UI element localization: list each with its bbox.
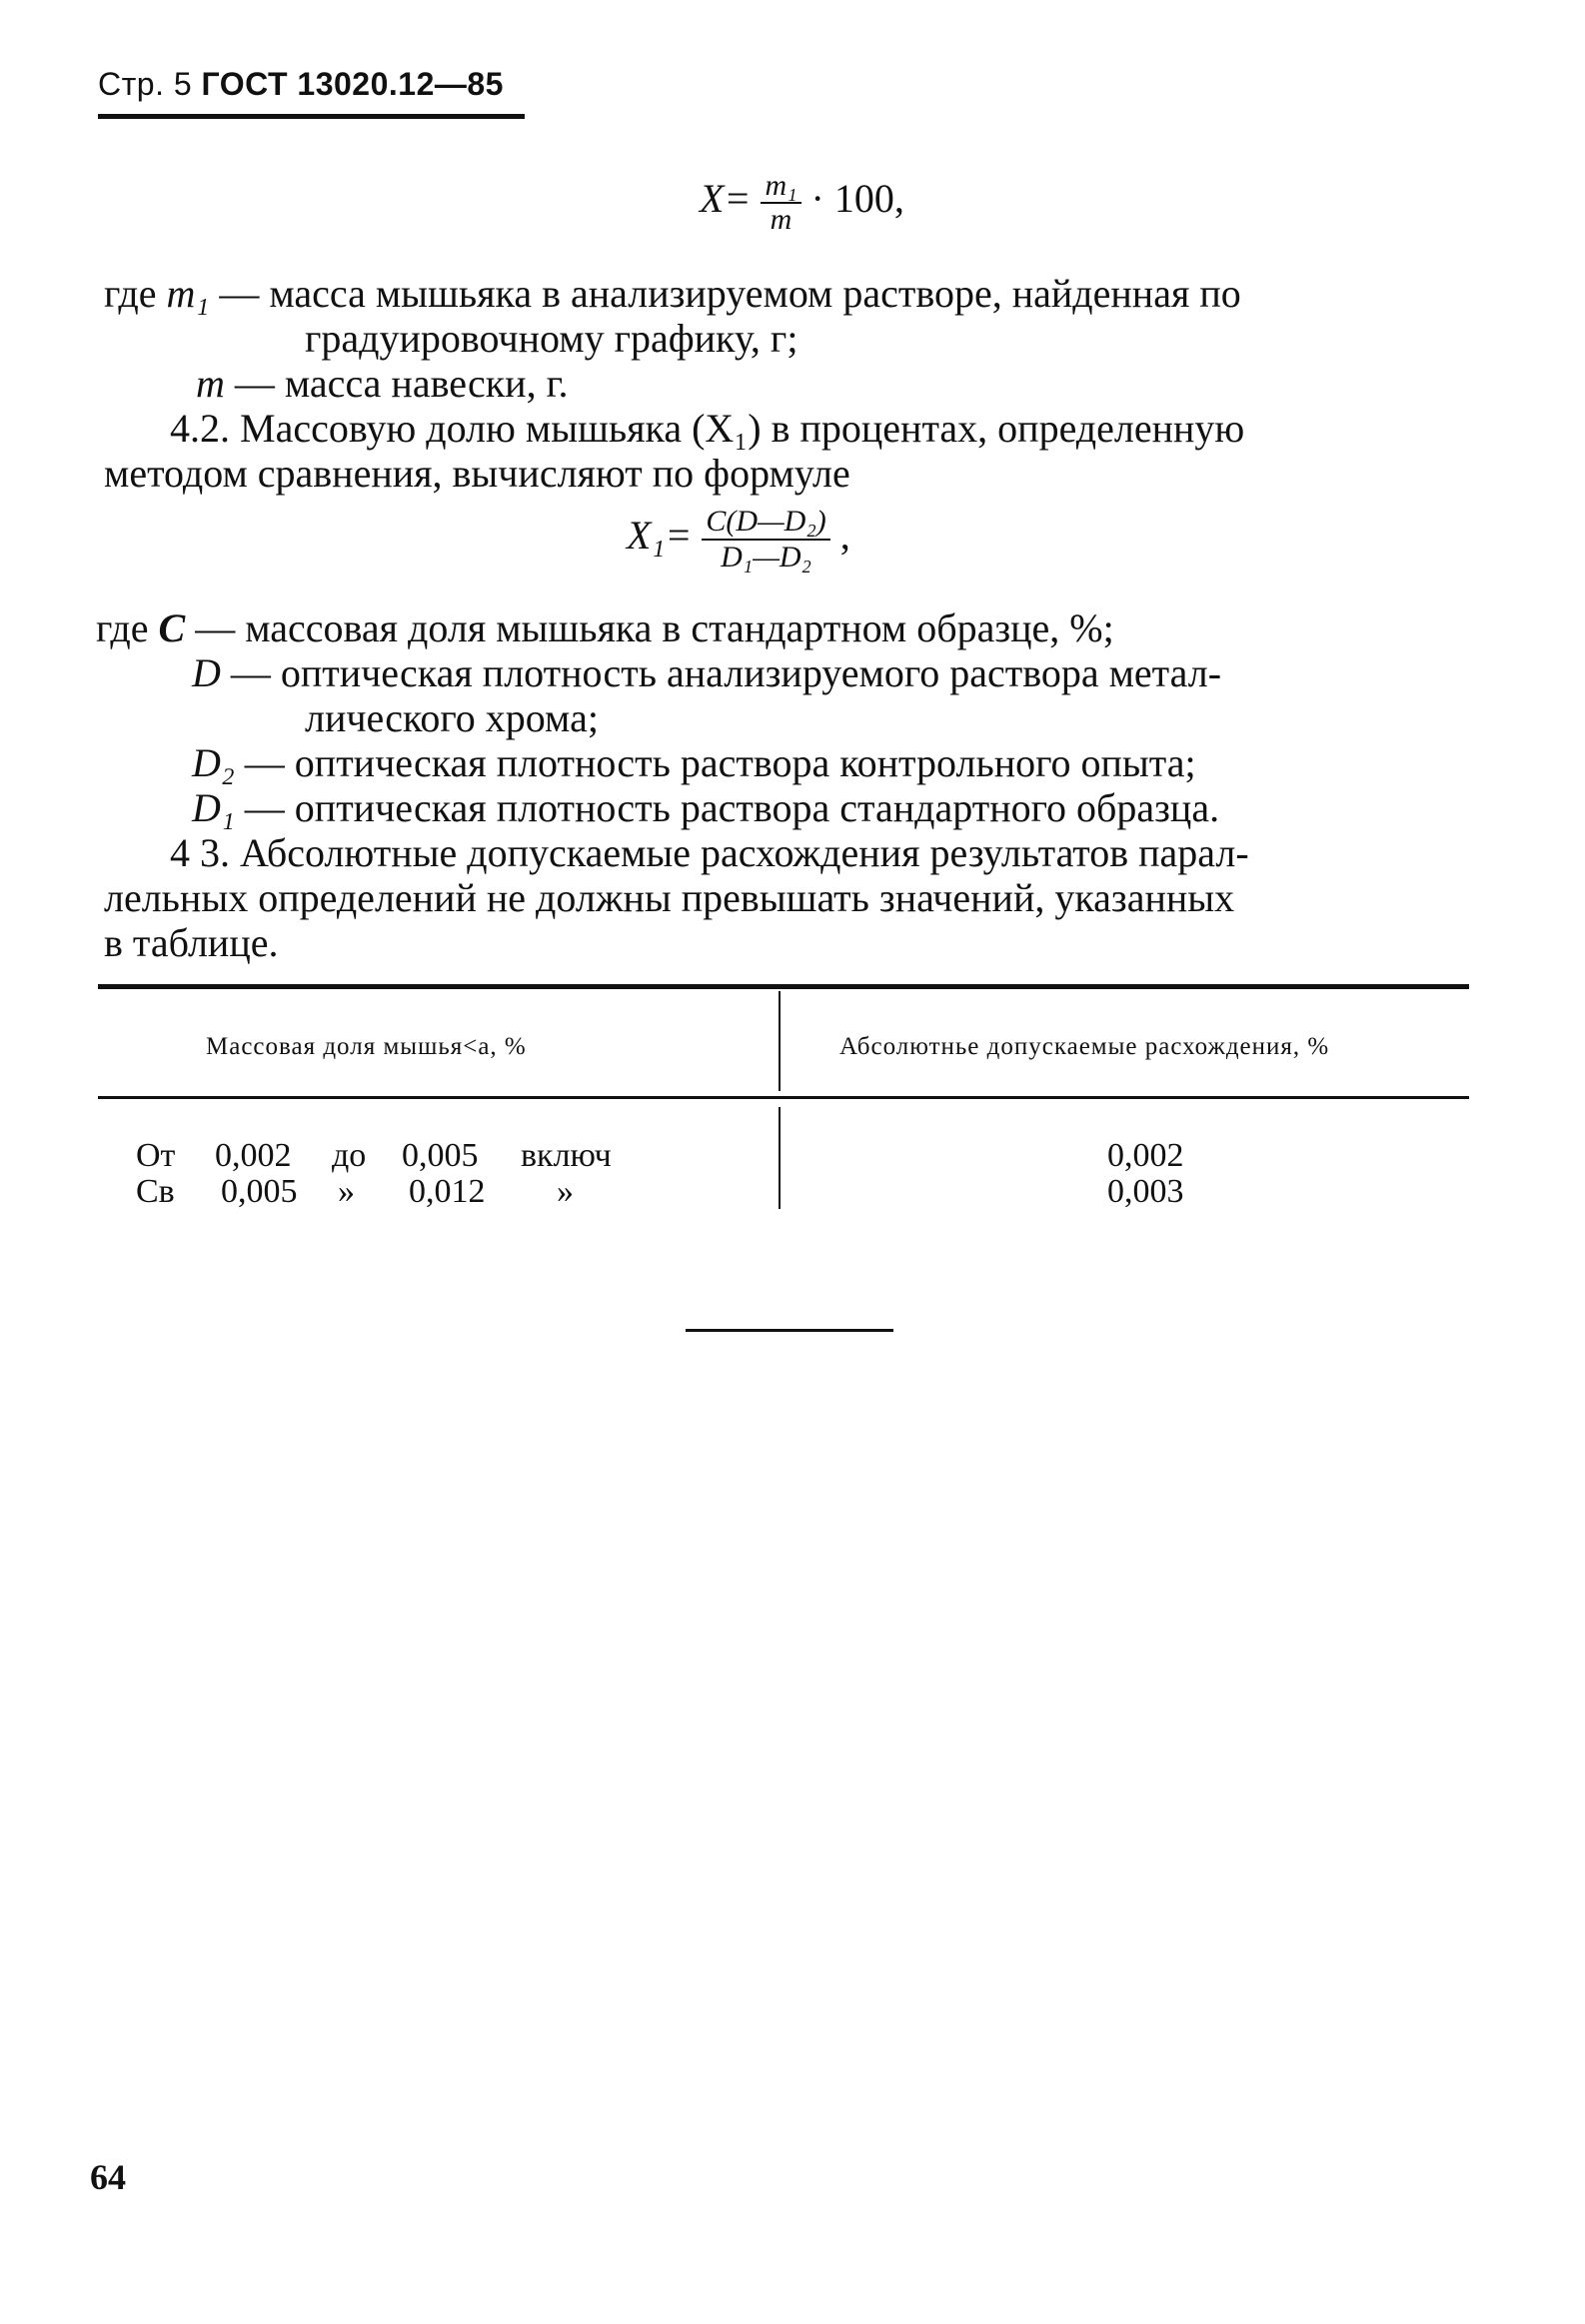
formula-2-fraction (702, 505, 829, 575)
table-body-divider (779, 1107, 781, 1209)
where-2-line-1 (96, 604, 1114, 651)
table-top-rule (98, 984, 1469, 989)
symbol-d2: D₂ (192, 740, 235, 785)
table-row-2-suffix: » (557, 1173, 574, 1210)
table-header-divider (779, 991, 781, 1091)
table-row-2-to: 0,012 (409, 1173, 486, 1210)
formula-1-lhs: X= (700, 176, 752, 222)
formula-2-tail: , (839, 513, 850, 559)
where-1-line-2: градуировочному графику, г; (305, 316, 798, 361)
table-row-1-suffix: включ (521, 1137, 612, 1174)
table-row-2-sep: » (338, 1173, 355, 1210)
table-row-1-sep: до (332, 1137, 367, 1174)
table-row-1-value: 0,002 (1107, 1137, 1184, 1174)
table-row-1-to: 0,005 (402, 1137, 479, 1174)
page-label: Стр. 5 (98, 66, 193, 102)
page-header (98, 66, 504, 103)
definition-m1: — масса мышьяка в анализируемом растворе, найденная по (219, 271, 1241, 316)
table-row-2-from: 0,005 (221, 1173, 298, 1210)
definition-d2: — оптическая плотность раствора контрольного опыта; (244, 740, 1196, 785)
formula-2-denominator: D₁—D₂ (721, 541, 811, 574)
table-row-2-value: 0,003 (1107, 1173, 1184, 1210)
symbol-m1: m₁ (166, 271, 210, 316)
formula-2 (627, 505, 850, 575)
p43-line-3: в таблице. (104, 920, 279, 965)
symbol-c: C (158, 605, 186, 650)
formula-1-denominator: m (770, 203, 792, 236)
symbol-d1: D₁ (192, 785, 235, 830)
table-header-mass-fraction: Массовая доля мышья<а, % (206, 1033, 527, 1060)
symbol-m: m (196, 361, 225, 406)
table-row-1-from: 0,002 (215, 1137, 292, 1174)
definition-c: — массовая доля мышьяка в стандартном образце, %; (195, 605, 1114, 650)
definition-d1: — оптическая плотность раствора стандартного образца. (244, 785, 1220, 830)
p43-line-2: лельных определений не должны превышать значений, указанных (104, 875, 1235, 920)
formula-2-lhs: X₁= (627, 513, 693, 559)
header-rule (98, 114, 525, 119)
where-lead: где (96, 605, 149, 650)
symbol-d: D (192, 650, 221, 695)
formula-1 (700, 170, 904, 236)
definition-d: — оптическая плотность анализируемого раствора метал- (230, 650, 1222, 695)
table-row-1-prefix: От (136, 1137, 176, 1174)
table-header-rule (98, 1096, 1469, 1099)
where-1-line-1 (104, 270, 1241, 317)
where-2-line-3: лического хрома; (305, 695, 599, 740)
page-number: 64 (90, 2157, 126, 2197)
doc-code: ГОСТ 13020.12—85 (201, 66, 504, 102)
formula-1-tail: · 100, (810, 176, 904, 222)
closing-rule (686, 1329, 893, 1332)
where-2-line-2 (192, 649, 1221, 696)
formula-1-numerator: m₁ (761, 170, 800, 204)
where-2-line-5 (192, 784, 1219, 831)
where-2-line-4 (192, 739, 1196, 786)
table-row-2-prefix: Св (136, 1173, 175, 1210)
definition-m: — масса навески, г. (234, 361, 569, 406)
where-1-line-3 (196, 360, 568, 407)
table-header-discrepancy: Абсолютнье допускаемые расхождения, % (839, 1033, 1330, 1060)
p42-line-1: 4.2. Массовую долю мышьяка (X₁) в процентах, определенную (170, 406, 1245, 451)
where-lead: где (104, 271, 157, 316)
p43-line-1: 4 3. Абсолютные допускаемые расхождения результатов парал- (170, 830, 1249, 875)
formula-1-fraction (761, 170, 800, 236)
p42-line-2: методом сравнения, вычисляют по формуле (104, 451, 850, 496)
formula-2-numerator: C(D—D₂) (702, 505, 829, 541)
